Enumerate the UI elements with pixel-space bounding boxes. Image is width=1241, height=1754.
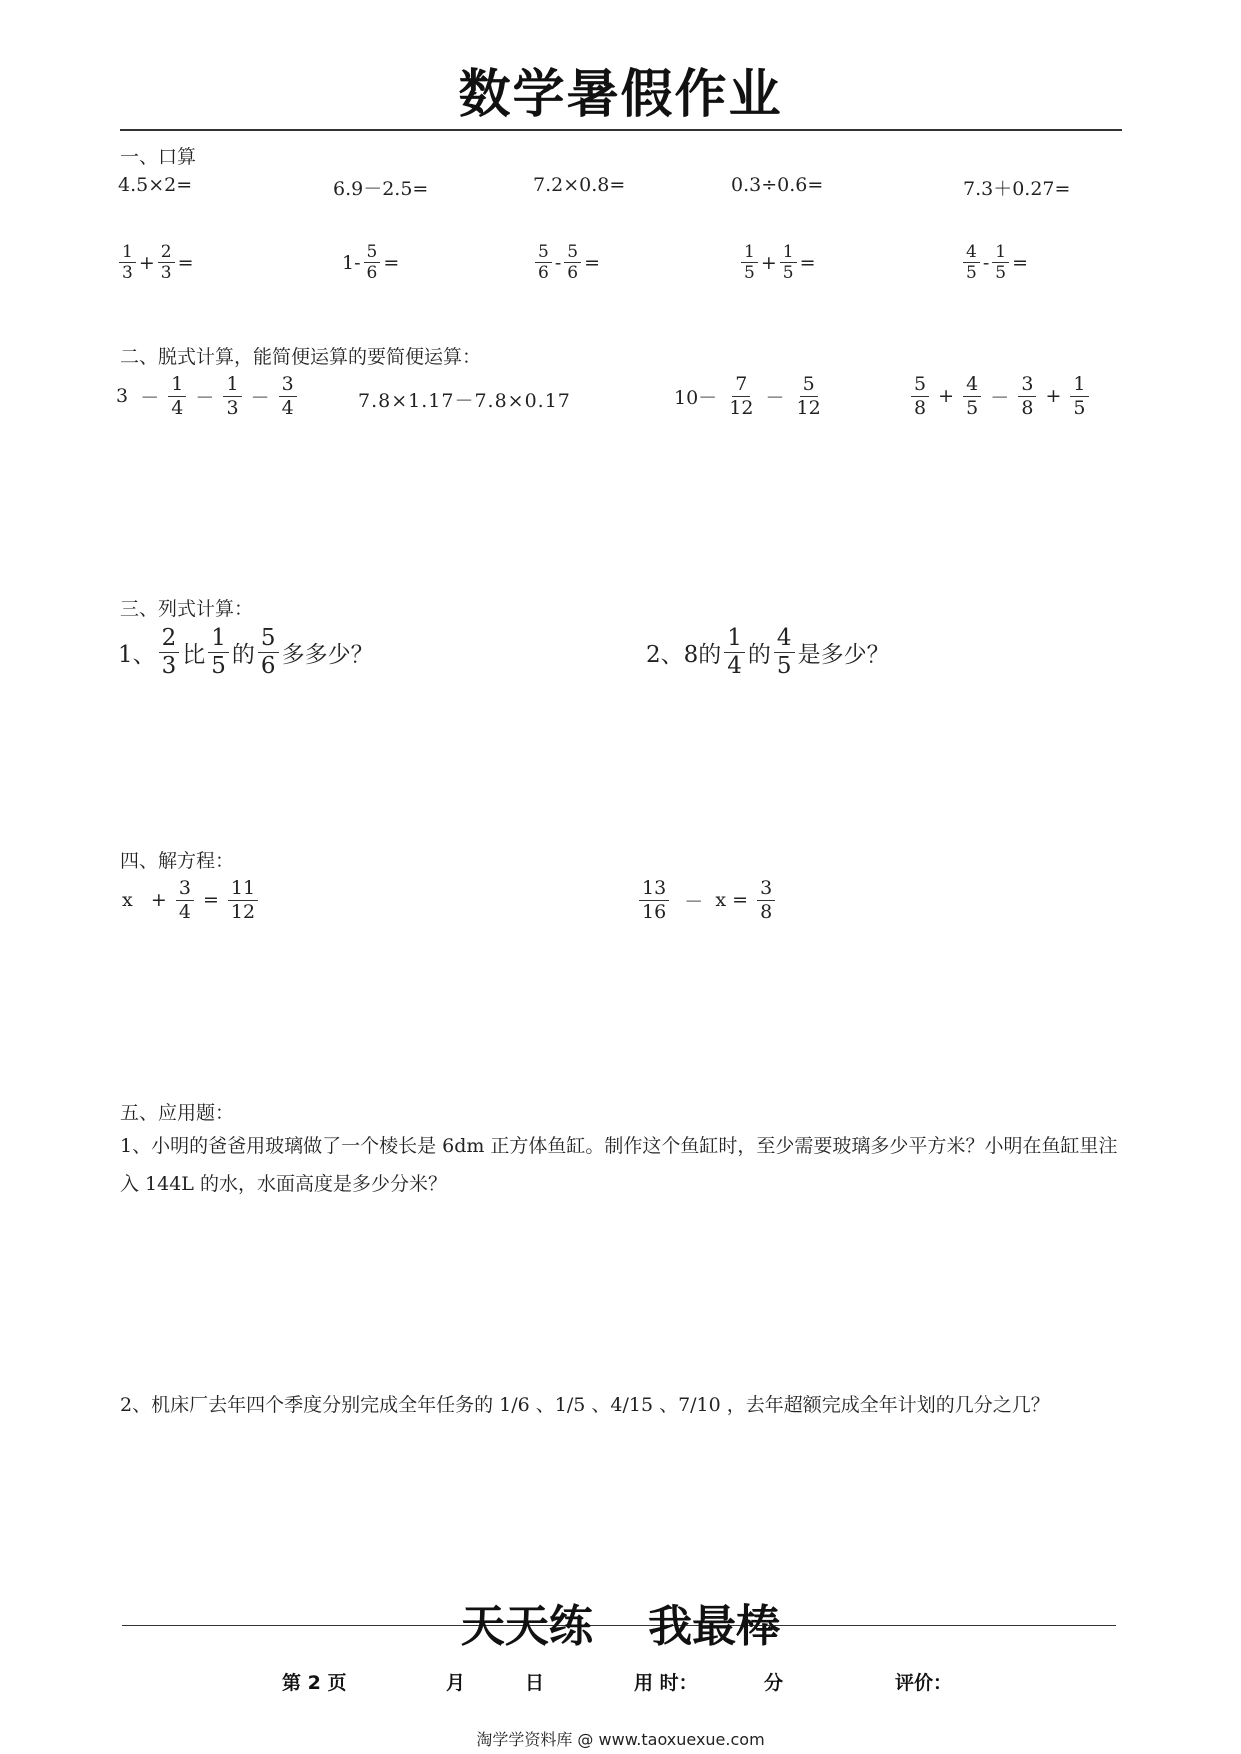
section-4-heading: 四、解方程： bbox=[120, 850, 235, 872]
word-expression-2: 2、8的 $\frac{1}{4}$ 的 $\frac{4}{5}$ 是多少？ bbox=[646, 625, 890, 679]
oral-fraction-1: $\frac{1}{3}$ + $\frac{2}{3}$ = bbox=[116, 243, 194, 283]
oral-calc-4: 0.3÷0.6= bbox=[731, 174, 824, 196]
equation-1: x + $\frac{3}{4}$ = $\frac{11}{12}$ bbox=[122, 878, 261, 922]
month-label: 月 bbox=[446, 1672, 466, 1694]
section-5-heading: 五、应用题： bbox=[120, 1102, 235, 1124]
word-problem-2: 2、机床厂去年四个季度分别完成全年任务的 1/6 、1/5 、4/15 、7/10 ，去年超额完成全年计划的几分之几？ bbox=[120, 1394, 1050, 1416]
fraction: $\frac{4}{5}$ bbox=[963, 374, 981, 418]
page-title: 数学暑假作业 bbox=[458, 65, 783, 125]
fraction: $\frac{5}{6}$ bbox=[258, 626, 279, 679]
fraction: $\frac{3}{8}$ bbox=[757, 878, 775, 922]
fraction: $\frac{3}{4}$ bbox=[279, 374, 297, 418]
watermark: 淘学学资料库 @ www.taoxuexue.com bbox=[476, 1730, 765, 1749]
section-3-heading: 三、列式计算： bbox=[120, 598, 254, 620]
fraction: $\frac{7}{12}$ bbox=[729, 373, 754, 419]
title-divider bbox=[120, 129, 1122, 131]
evaluation-label: 评价： bbox=[895, 1672, 953, 1694]
fraction: $\frac{2}{3}$ bbox=[158, 243, 175, 283]
section-1-heading: 一、口算 bbox=[120, 146, 197, 168]
stepwise-calc-2: 7.8×1.17－7.8×0.17 bbox=[358, 390, 571, 412]
oral-fraction-5: $\frac{4}{5}$ - $\frac{1}{5}$ = bbox=[960, 243, 1028, 283]
fraction: $\frac{1}{5}$ bbox=[741, 243, 758, 283]
fraction: $\frac{5}{8}$ bbox=[911, 374, 929, 418]
fraction: $\frac{4}{5}$ bbox=[963, 243, 980, 283]
fraction: $\frac{1}{5}$ bbox=[208, 626, 229, 679]
fraction: $\frac{1}{3}$ bbox=[223, 374, 241, 418]
fraction: $\frac{1}{4}$ bbox=[168, 374, 186, 418]
page-number: 第 2 页 bbox=[282, 1672, 347, 1694]
fraction: $\frac{5}{6}$ bbox=[364, 243, 381, 283]
slogan: 天天练 我最棒 bbox=[460, 1601, 781, 1652]
fraction: $\frac{3}{8}$ bbox=[1018, 374, 1036, 418]
minutes-label: 分 bbox=[764, 1672, 784, 1694]
fraction: $\frac{2}{3}$ bbox=[159, 626, 180, 679]
fraction: $\frac{1}{5}$ bbox=[992, 243, 1009, 283]
equation-2: $\frac{13}{16}$ － x = $\frac{3}{8}$ bbox=[636, 878, 778, 922]
oral-calc-5: 7.3＋0.27= bbox=[963, 178, 1071, 200]
stepwise-calc-4: $\frac{5}{8}$ + $\frac{4}{5}$ － $\frac{3}{8}$ + $\frac{1}{5}$ bbox=[908, 374, 1092, 418]
word-expression-1: 1、 $\frac{2}{3}$ 比 $\frac{1}{5}$ 的 $\frac{5}{6}$ 多多少？ bbox=[118, 625, 374, 679]
fraction: $\frac{11}{12}$ bbox=[228, 878, 258, 922]
oral-calc-3: 7.2×0.8= bbox=[533, 174, 626, 196]
fraction: $\frac{3}{4}$ bbox=[176, 878, 194, 922]
oral-fraction-3: $\frac{5}{6}$ - $\frac{5}{6}$ = bbox=[532, 243, 600, 283]
oral-fraction-2: 1- $\frac{5}{6}$ = bbox=[342, 242, 400, 284]
oral-calc-2: 6.9－2.5= bbox=[333, 178, 429, 200]
oral-calc-1: 4.5×2= bbox=[118, 174, 193, 196]
fraction: $\frac{1}{5}$ bbox=[1070, 374, 1088, 418]
oral-fraction-4: $\frac{1}{5}$ + $\frac{1}{5}$ = bbox=[738, 243, 816, 283]
section-2-heading: 二、脱式计算，能简便运算的要简便运算： bbox=[120, 346, 482, 368]
fraction: $\frac{1}{5}$ bbox=[780, 243, 797, 283]
fraction: $\frac{5}{6}$ bbox=[535, 243, 552, 283]
fraction: $\frac{5}{6}$ bbox=[564, 243, 581, 283]
word-problem-1: 1、小明的爸爸用玻璃做了一个棱长是 6dm 正方体鱼缸。制作这个鱼缸时，至少需要玻璃多少平方米？小明在鱼缸里注入 144L 的水，水面高度是多少分米？ bbox=[120, 1135, 1118, 1195]
fraction: $\frac{4}{5}$ bbox=[774, 626, 795, 679]
day-label: 日 bbox=[525, 1672, 545, 1694]
fraction: $\frac{1}{4}$ bbox=[724, 626, 745, 679]
fraction: $\frac{5}{12}$ bbox=[796, 373, 821, 419]
fraction: $\frac{13}{16}$ bbox=[639, 878, 669, 922]
stepwise-calc-1: 3 － $\frac{1}{4}$ － $\frac{1}{3}$ － $\frac{3}{4}$ bbox=[116, 374, 300, 418]
stepwise-calc-3: 10－ $\frac{7}{12}$ － $\frac{5}{12}$ bbox=[674, 374, 827, 418]
fraction: $\frac{1}{3}$ bbox=[119, 243, 136, 283]
time-used-label: 用 时： bbox=[634, 1672, 698, 1694]
